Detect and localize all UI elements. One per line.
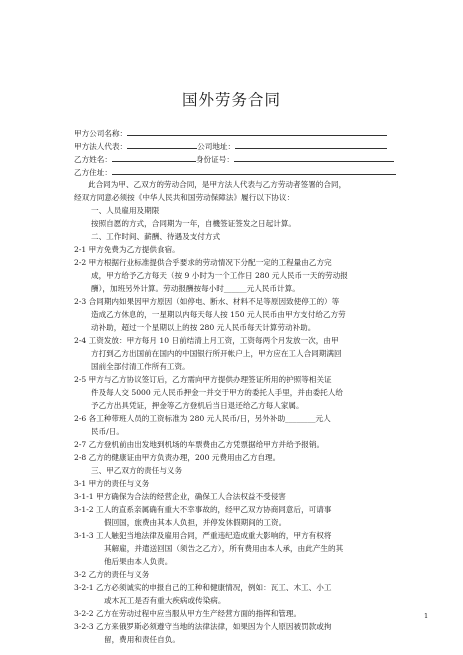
id-number-blank [234,153,394,162]
party-b-name-blank [112,153,196,162]
section-2-heading: 二、工作时间、薪酬、待遇及支付方式 [91,232,221,241]
clause-3-2-heading: 3-2 乙方的责任与义务 [74,570,150,579]
page-number: 1 [424,612,429,620]
clause-2-4-line-2: 方打到乙方出国前在国内的中国银行所开帐户上，甲方应在工人合同期满回 [91,349,342,358]
clause-2-2-line-2: 成，甲方给予乙方每天（按 9 小时为一个工作日 280 元人民币一天的劳动报 [91,271,348,280]
clause-2-3-line-1: 2-3 合同期内如果因甲方原因（如停电、断水、材料不足等原因致使停工的）等 [74,297,340,306]
section-3-heading: 三、甲乙双方的责任与义务 [91,466,183,475]
id-number-label: 身份证号： [195,155,234,164]
party-b-address-row [74,166,396,178]
clause-3-2-3-line-2: 留，费用和责任自负。 [104,635,180,644]
clause-2-5-line-2: 件及每人交 5000 元人民币押金一并交于甲方的委托人手里，并由委托人给 [91,388,343,397]
clause-3-1-1: 3-1-1 甲方确保为合法的经营企业，确保工人合法权益不受侵害 [74,492,286,501]
party-a-rep-row [74,140,387,152]
clause-2-4-line-1: 2-4 工资发放：甲方每月 10 日前结清上月工资，工资每两个月发放一次，由甲 [74,336,339,345]
section-1-text: 按照自愿的方式，合同期为一年，自機签证签发之日起计算。 [91,219,297,228]
clause-2-4-line-3: 国前全部付清工作所有工资。 [91,362,190,371]
clause-2-3-line-3: 动补助，超过一个星期以上的按 280 元人民币每天计算劳动补助。 [91,323,316,332]
clause-3-2-2: 3-2-2 乙方在劳动过程中应当服从甲方生产经营方面的指挥和管理。 [74,609,302,618]
clause-2-5-line-1: 2-5 甲方与乙方协议签订后，乙方需向甲方提供办理签证所用的护照等相关证 [74,375,332,384]
clause-2-2-line-1: 2-2 甲方根据行业标准提供合乎要求的劳动情况下分配一定的工程量由乙方完 [74,258,332,267]
clause-2-6-line-2: 民币/日。 [91,427,124,436]
clause-2-6-line-1: 2-6 各工种带班人员的工资标准为 280 元人民币/日，另外补助________元人 [74,414,331,423]
clause-2-8: 2-8 乙方的健康证由甲方负责办理，200 元费用由乙方自理。 [74,453,281,462]
intro-line-2: 经双方同意必须按《中华人民共和国劳动保障法》履行以下协议： [74,193,295,202]
clause-2-7: 2-7 乙方登机前由出发地到机场的车票费由乙方凭票据给甲方并给予报销。 [74,440,325,449]
party-b-address-label: 乙方住址： [74,168,112,177]
clause-2-2-line-3: 酬），加班另外计算。劳动报酬按每小时______元人民币计算。 [91,284,300,293]
clause-3-1-2-line-2: 假回国，旅费由其本人负担，并停发休假期间的工资。 [104,518,287,527]
party-b-address-blank [112,166,396,175]
clause-3-2-1-line-1: 3-2-1 乙方必须诚实的申报自己的工种和健康情况，例如：瓦工、木工、小工 [74,583,332,592]
party-a-company-blank [127,127,387,136]
document-title: 国外劳务合同 [181,91,281,109]
party-b-name-row [74,153,394,165]
clause-3-1-3-line-2: 其解雇，并遣送回国（须告之乙方），所有费用由本人承，由此产生的其 [104,544,344,553]
party-a-rep-blank [127,140,197,149]
clause-3-1-3-line-3: 他后果由本人负责。 [104,557,173,566]
clause-3-1-2-line-1: 3-1-2 工人的直系亲属确有重大不幸事故的，经甲乙双方协商同意后，可请事 [74,505,332,514]
company-address-blank [235,140,387,149]
clause-3-1-heading: 3-1 甲方的责任与义务 [74,479,150,488]
intro-line-1: 此合同为甲、乙双方的劳动合同，是甲方法人代表与乙方劳动者签署的合同， [88,180,347,189]
company-address-label: 公司地址： [197,142,236,151]
party-a-rep-label: 甲方法人代表： [74,142,128,151]
clause-3-1-3-line-1: 3-1-3 工人触犯当地法律及雇用合同，严重违纪造成重大影响的，甲方有权将 [74,531,332,540]
section-1-heading: 一、人员雇用及期限 [91,206,160,215]
party-b-name-label: 乙方姓名： [74,155,112,164]
clause-2-5-line-3: 予乙方出具凭证，押金等乙方登机后当日退还给乙方每人家属。 [91,401,304,410]
clause-2-1: 2-1 甲方免费为乙方提供食宿。 [74,245,180,254]
clause-2-3-line-2: 造成乙方休息的，一星期以内每天每人按 150 元人民币由甲方支付给乙方劳 [91,310,346,319]
clause-3-2-1-line-2: 或木瓦工是否有重大疾病或传染病。 [104,596,226,605]
party-a-company-label: 甲方公司名称： [74,129,128,138]
party-a-company-row [74,127,387,139]
clause-3-2-3-line-1: 3-2-3 乙方来俄罗斯必须遵守当地的法律法律，如果因为个人原因被罚款或拘 [74,622,332,631]
